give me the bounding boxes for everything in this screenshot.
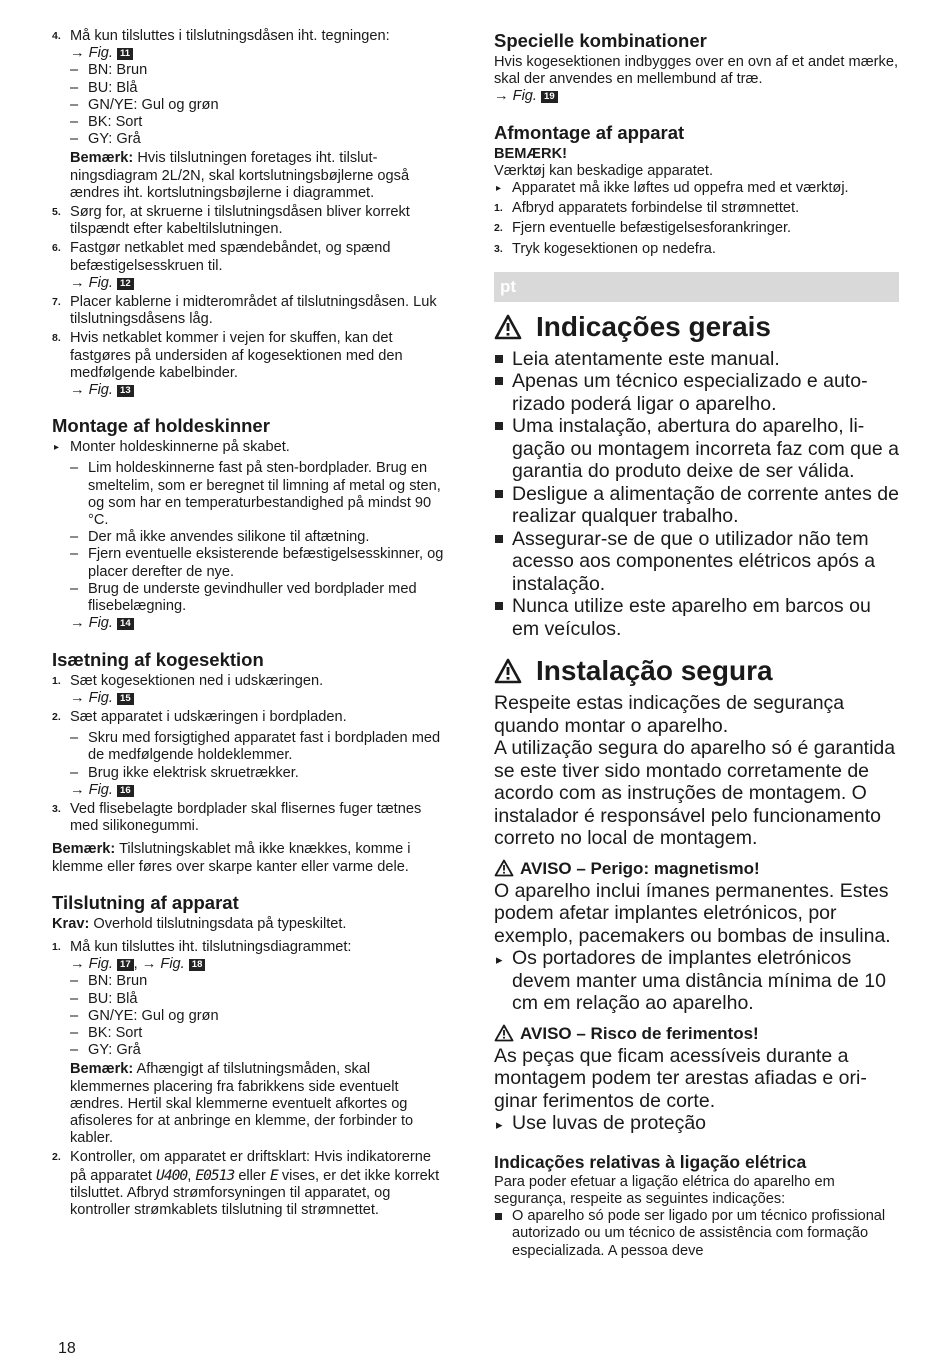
warning-icon <box>494 658 522 684</box>
step-7: 7. Placer kablerne i midterområdet af tilslutningsdåsen. Luk tilslutningsdåsens låg. <box>52 294 437 328</box>
wire-item: – GN/YE: Gul og grøn <box>70 1007 219 1024</box>
heading-specielle: Specielle kombinationer <box>494 30 707 51</box>
step-8: 8. Hvis netkablet kommer i vejen for skuffen, kan det fastgøres på undersiden af kogesektionen med den medfølgende kabelbinder. → Fig. 13 <box>52 330 450 399</box>
afmontage-step-3: 3. Tryk kogesektionen op nedefra. <box>494 240 716 257</box>
list-item: Desligue a alimentação de corrente antes de realizar qualquer trabalho. <box>494 483 899 528</box>
list-item: – Lim holdeskinnerne fast på sten-bordplader. Brug en smeltelim, som er beregnet til limning af metal og sten, og som har en temperaturbestandighed på mindst 90 °C. <box>70 460 441 529</box>
wire-item: – BU: Blå <box>70 79 138 96</box>
wire-item: – GY: Grå <box>70 131 141 148</box>
wire-item: – GY: Grå <box>70 1042 141 1059</box>
right-column: Specielle kombinationer Hvis kogesektionen indbygges over en ovn af et andet mærke, skal der anvendes en mellembund af træ. → Fig. 19 Afmontage af apparat BEMÆRK! Værktøj kan beskadige apparatet. ▸ Apparatet må ikke løftes ud oppefra med et værktøj. 1. Afbryd apparatets forbindelse til strømnettet. 2. Fjern eventuelle befæstigelsesforankringer. 3. Tryk kogesektionen op nedefra. pt Indicações gerais Leia atentamente este manual. Apenas um técnico especializado e autorizado poderá ligar o aparelho. Uma instalação, abertura do aparelho, ligação ou montagem incorreta faz com que a garantia do produto deixe de ser válida. Desligue a alimentação de corrente antes de realizar qualquer trabalho. Assegurar-se de que o utilizador não tem acesso aos componentes elétricos após a instalação. Nunca utilize este aparelho em barcos ou em veículos. Instalação segura Respeite estas indicações de segurança quando montar o aparelho. A utilização segura do aparelho só é garantida se este tiver sido montado corretamente de acordo com as instruções de montagem. O instalador é responsável pelo funcionamento correto no local de montagem. AVISO – Perigo: magnetismo! O aparelho inclui ímanes permanentes. Estes podem afetar implantes eletrónicos, por exemplo, pacemakers ou bombas de insulina. ▸ Os portadores de implantes eletrónicos devem manter uma distância mínima de 10 cm em relação ao aparelho. AVISO – Risco de ferimentos! As peças que ficam acessíveis durante a montagem podem ter arestas afiadas e originar ferimentos de corte. ▸ Use luvas de proteção Indicações relativas à ligação elétrica Para poder efetuar a ligação elétrica do aparelho em segurança, respeite as seguintes indicações: O aparelho só pode ser ligado por um técnico profissional autorizado ou um técnico de assistência com formação especializada. A pessoa deve <box>494 30 899 1259</box>
heading-segura: Instalação segura <box>494 654 899 688</box>
heading-holdeskinner: Montage af holdeskinner <box>52 415 270 437</box>
wire-item: – BN: Brun <box>70 973 148 990</box>
geral-list <box>494 348 899 641</box>
step-4: 4. Må kun tilsluttes i tilslutningsdåsen iht. tegningen: → Fig. 11 – BN: Brun – BU: Blå – GN/YE: Gul og grøn – BK: Sort – GY: Grå Bemærk: Hvis tilslutningen foretages iht. tilslutningsdiagram 2L/2N, skal kortslutningsbøjlerne også ændres iht. kortslutningsbøjlerne i diagrammet. <box>52 28 450 202</box>
note: Bemærk: Afhængigt af tilslutningsmåden, skal klemmernes placering fra fabrikkens side eventuelt ændres. Hertil skal klemmerne eventuelt afkortes og afisoleres for at anbringe en klemme, der forbinder to kabler. <box>70 1061 414 1147</box>
list-item: – Der må ikke anvendes silikone til aftætning. <box>70 529 370 546</box>
warning-magnetism: AVISO – Perigo: magnetismo! <box>494 858 899 879</box>
isaetning-step-2: 2. Sæt apparatet i udskæringen i bordpladen. – Skru med forsigtighed apparatet fast i bordpladen med de medfølgende holdeklemmer. – Brug ikke elektrisk skruetrækker. → Fig. 16 <box>52 709 450 799</box>
fig-ref: → Fig. 15 <box>70 690 450 707</box>
step-5: 5. Sørg for, at skruerne i tilslutningsdåsen bliver korrekt tilspændt efter kabeltilslutningen. <box>52 204 410 238</box>
wire-item: – GN/YE: Gul og grøn <box>70 96 219 113</box>
action-item: ▸ Use luvas de proteção <box>496 1112 707 1135</box>
wire-item: – BK: Sort <box>70 1024 143 1041</box>
fig-ref: → Fig. 13 <box>70 382 450 399</box>
list-item: O aparelho só pode ser ligado por um técnico profissional autorizado ou um técnico de assistência com formação especializada. A pessoa deve <box>494 1208 899 1260</box>
requirement: Krav: Overhold tilslutningsdata på typeskiltet. <box>52 915 347 932</box>
list-item: Uma instalação, abertura do aparelho, ligação ou montagem incorreta faz com que a garantia do produto deixe de ser válida. <box>494 415 899 483</box>
language-bar: pt <box>494 272 899 302</box>
isaetning-step-1: 1. Sæt kogesektionen ned i udskæringen. → Fig. 15 <box>52 673 450 707</box>
fig-ref: → Fig. 12 <box>70 275 450 292</box>
step-6: 6. Fastgør netkablet med spændebåndet, og spænd befæstigelsesskruen til. → Fig. 12 <box>52 240 450 292</box>
wire-item: – BK: Sort <box>70 114 143 131</box>
left-column <box>52 28 450 1219</box>
heading-isaetning: Isætning af kogesektion <box>52 648 264 670</box>
tilslutning-step-1: 1. Må kun tilsluttes iht. tilslutningsdiagrammet: → Fig. 17 , → Fig. 18 – BN: Brun – BU: Blå – GN/YE: Gul og grøn – BK: Sort – GY: Grå Bemærk: Afhængigt af tilslutningsmåden, skal klemmernes placering fra fabrikkens side eventuelt ændres. Hertil skal klemmerne eventuelt afkortes og afisoleres for at anbringe en klemme, der forbinder to kabler. <box>52 939 450 1147</box>
action-item: ▸ Monter holdeskinnerne på skabet. <box>54 439 290 456</box>
action-item: ▸ Apparatet må ikke løftes ud oppefra med et værktøj. <box>496 180 849 197</box>
list-item: – Brug de underste gevindhuller ved bordplader med flisebelægning. <box>70 580 417 615</box>
afmontage-step-2: 2. Fjern eventuelle befæstigelsesforankringer. <box>494 220 792 237</box>
list-item: – Brug ikke elektrisk skruetrækker. <box>70 764 299 781</box>
heading-afmontage: Afmontage af apparat <box>494 121 685 143</box>
holdeskinner-list <box>52 460 450 615</box>
notice-title: BEMÆRK! <box>494 145 567 162</box>
heading-eletrica: Indicações relativas à ligação elétrica <box>494 1151 807 1172</box>
page-number: 18 <box>58 1340 76 1357</box>
list-item: Leia atentamente este manual. <box>494 348 899 371</box>
wire-item: – BU: Blå <box>70 990 138 1007</box>
warning-icon <box>494 859 514 877</box>
wire-item: – BN: Brun <box>70 62 148 79</box>
heading-tilslutning: Tilslutning af apparat <box>52 891 239 913</box>
note: Bemærk: Hvis tilslutningen foretages iht. tilslutningsdiagram 2L/2N, skal kortslutningsbøjlerne også ændres iht. kortslutningsbøjlerne i diagrammet. <box>70 150 410 201</box>
fig-ref: → Fig. 16 <box>70 782 450 799</box>
fig-ref: → Fig. 14 <box>52 615 450 632</box>
note: Bemærk: Tilslutningskablet må ikke knækkes, komme i klemme eller føres over skarpe kanter eller varme dele. <box>52 841 411 875</box>
isaetning-step-3: 3. Ved flisebelagte bordplader skal flisernes fuger tætnes med silikonegummi. <box>52 800 422 835</box>
tilslutning-step-2: 2. Kontroller, om apparatet er driftsklart: Hvis indikatorerne på apparatet U400, E0513 eller E vises, er det ikke korrekt tilsluttet. Afbryd strømforsyningen til apparatet, og kontroller strømkablets tilslutning til strømnettet. <box>52 1149 450 1219</box>
warning-icon <box>494 1024 514 1042</box>
fig-ref: → Fig. 17 , → Fig. 18 <box>70 956 450 973</box>
action-item: ▸ Os portadores de implantes eletrónicos devem manter uma distância mínima de 10 cm em relação ao aparelho. <box>496 947 886 1015</box>
afmontage-step-1: 1. Afbryd apparatets forbindelse til strømnettet. <box>494 200 800 217</box>
fig-ref: → Fig. 19 <box>494 88 899 105</box>
list-item: Assegurar-se de que o utilizador não tem acesso aos componentes elétricos após a instalação. <box>494 528 899 596</box>
warning-icon <box>494 314 522 340</box>
heading-geral: Indicações gerais <box>494 310 899 344</box>
list-item: – Fjern eventuelle eksisterende befæstigelsesskinner, og placer derefter de nye. <box>70 546 444 580</box>
list-item: Nunca utilize este aparelho em barcos ou em veículos. <box>494 595 899 640</box>
step-text: Kontroller, om apparatet er driftsklart: Hvis indikatorerne på apparatet U400, E0513 eller E vises, er det ikke korrekt tilsluttet. Afbryd strømforsyningen til apparatet, og kontroller strømkablets tilslutning til strømnettet. <box>70 1149 440 1218</box>
list-item: – Skru med forsigtighed apparatet fast i bordpladen med de medfølgende holdeklemmer. <box>70 730 441 764</box>
fig-ref: → Fig. 11 <box>70 45 450 62</box>
list-item: Apenas um técnico especializado e autorizado poderá ligar o aparelho. <box>494 370 899 415</box>
warning-injury: AVISO – Risco de ferimentos! <box>494 1023 899 1044</box>
